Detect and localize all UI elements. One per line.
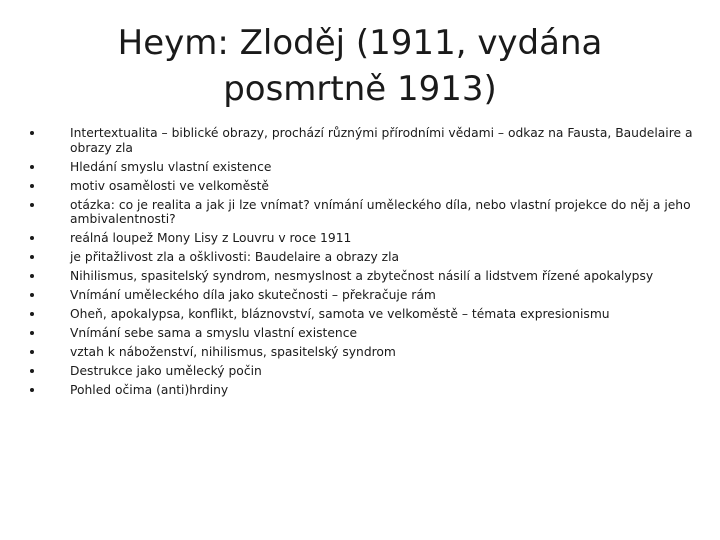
bullet-item — [30, 307, 710, 322]
bullet-item — [30, 383, 710, 398]
bullet-item — [30, 231, 710, 246]
bullet-text: vztah k náboženství, nihilismus, spasitelský syndrom — [70, 345, 396, 359]
bullet-text: otázka: co je realita a jak ji lze vnímat? vnímání uměleckého díla, nebo vlastní projekce do něj a jeho ambivalentnosti? — [70, 197, 691, 226]
bullet-dot-icon — [30, 293, 34, 297]
bullet-list — [30, 126, 710, 402]
bullet-dot-icon — [30, 236, 34, 240]
bullet-text: Vnímání sebe sama a smyslu vlastní existence — [70, 326, 358, 340]
bullet-dot-icon — [30, 388, 34, 392]
bullet-dot-icon — [30, 331, 34, 335]
bullet-text: Destrukce jako umělecký počin — [70, 364, 262, 378]
bullet-item — [30, 288, 710, 303]
bullet-text: motiv osamělosti ve velkoměstě — [70, 178, 269, 193]
bullet-text: Hledání smyslu vlastní existence — [70, 159, 272, 174]
bullet-text: je přitažlivost zla a ošklivosti: Baudelaire a obrazy zla — [70, 250, 400, 264]
bullet-dot-icon — [30, 203, 34, 207]
bullet-dot-icon — [30, 312, 34, 316]
slide-title: Heym: Zloděj (1911, vydána posmrtně 1913) — [117, 23, 603, 109]
bullet-dot-icon — [30, 350, 34, 354]
bullet-dot-icon — [30, 369, 34, 373]
bullet-dot-icon — [30, 184, 34, 188]
bullet-item — [30, 326, 710, 341]
bullet-item — [30, 179, 710, 194]
bullet-text: reálná loupež Mony Lisy z Louvru v roce 1911 — [70, 231, 352, 245]
bullet-text: Oheň, apokalypsa, konflikt, bláznovství, samota ve velkoměstě – témata expresionismu — [70, 307, 610, 321]
bullet-text: Nihilismus, spasitelský syndrom, nesmyslnost a zbytečnost násilí a lidstvem řízené apokalypsy — [70, 269, 654, 283]
bullet-item — [30, 160, 710, 175]
bullet-dot-icon — [30, 131, 34, 135]
bullet-item — [30, 345, 710, 360]
bullet-item — [30, 269, 710, 284]
bullet-text: Intertextualita – biblické obrazy, prochází různými přírodními vědami – odkaz na Fausta, Baudelaire a obrazy zla — [70, 126, 693, 155]
bullet-text: Pohled očima (anti)hrdiny — [70, 383, 229, 397]
bullet-item — [30, 198, 710, 227]
bullet-item — [30, 126, 710, 155]
bullet-dot-icon — [30, 165, 34, 169]
bullet-dot-icon — [30, 255, 34, 259]
bullet-text: Vnímání uměleckého díla jako skutečnosti – překračuje rám — [70, 288, 436, 302]
bullet-dot-icon — [30, 274, 34, 278]
bullet-item — [30, 364, 710, 379]
bullet-item — [30, 250, 710, 265]
